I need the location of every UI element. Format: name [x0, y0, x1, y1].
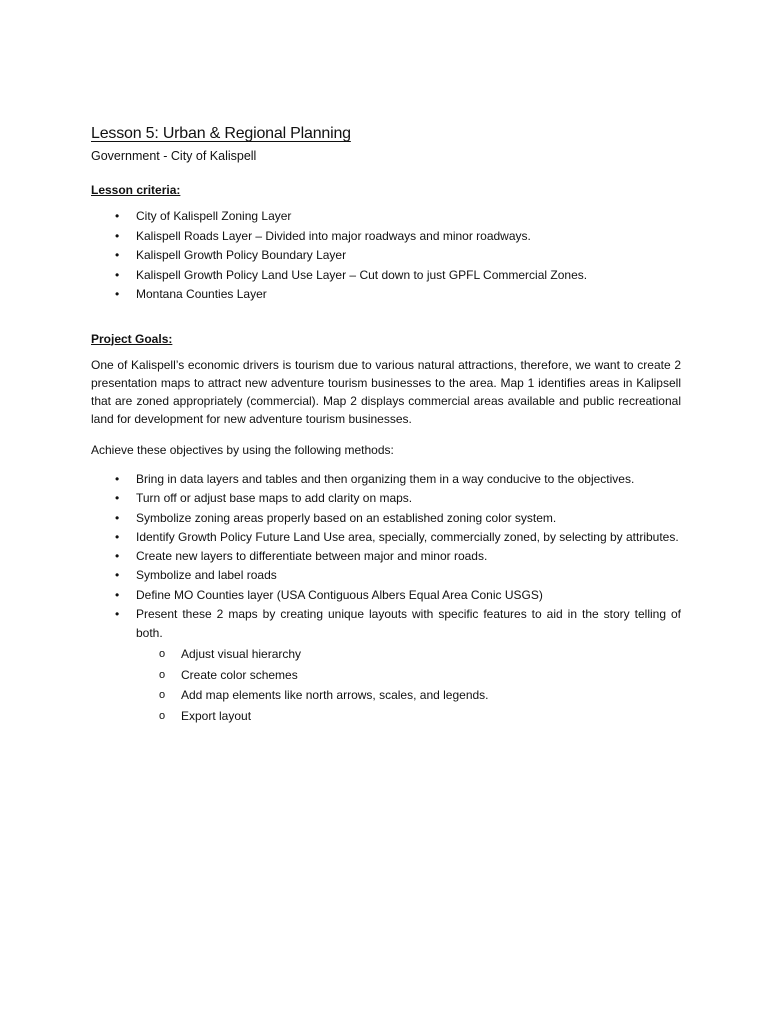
- criteria-heading: Lesson criteria:: [91, 183, 181, 197]
- bullet-icon: •: [115, 248, 120, 262]
- bullet-icon: •: [115, 209, 120, 223]
- method-item-text: Symbolize and label roads: [136, 568, 277, 583]
- list-item: [91, 605, 681, 642]
- methods-list: [91, 470, 681, 643]
- bullet-icon: •: [115, 548, 120, 563]
- list-item: [91, 706, 681, 727]
- document-content: [91, 124, 681, 726]
- list-item: [91, 528, 681, 547]
- bullet-icon: •: [115, 568, 120, 583]
- criteria-item-text: Kalispell Growth Policy Land Use Layer – Cut down to just GPFL Commercial Zones.: [136, 267, 588, 282]
- bullet-icon: •: [115, 287, 120, 301]
- list-item: [91, 470, 681, 490]
- list-item: [91, 665, 681, 686]
- sub-method-item-text: Adjust visual hierarchy: [181, 647, 302, 662]
- list-item: [91, 566, 681, 586]
- list-item: [91, 207, 681, 227]
- sub-method-item-text: Export layout: [181, 708, 252, 723]
- criteria-item-text: Kalispell Roads Layer – Divided into major roadways and minor roadways.: [136, 228, 531, 243]
- goals-heading: Project Goals:: [91, 331, 173, 346]
- list-item: [91, 266, 681, 286]
- list-item: [91, 489, 681, 509]
- lesson-title: Lesson 5: Urban & Regional Planning: [91, 125, 351, 142]
- bullet-icon: •: [115, 471, 120, 486]
- method-item-text: Define MO Counties layer (USA Contiguous Albers Equal Area Conic USGS): [136, 587, 543, 602]
- list-item: [91, 246, 681, 266]
- list-item: [91, 285, 681, 305]
- list-item: [91, 685, 681, 706]
- methods-intro: Achieve these objectives by using the following methods:: [91, 442, 394, 457]
- circle-bullet-icon: o: [159, 648, 166, 661]
- criteria-item-text: City of Kalispell Zoning Layer: [136, 209, 292, 223]
- sub-method-item-text: Add map elements like north arrows, scales, and legends.: [181, 688, 489, 703]
- list-item: [91, 644, 681, 665]
- method-item-text: Turn off or adjust base maps to add clarity on maps.: [136, 491, 413, 506]
- bullet-icon: •: [115, 530, 120, 545]
- method-item-text: Present these 2 maps by creating unique layouts with specific features to aid in the story telling of both.: [136, 607, 681, 640]
- bullet-icon: •: [115, 607, 120, 622]
- list-item: [91, 227, 681, 247]
- list-item: [91, 586, 681, 606]
- method-item-text: Symbolize zoning areas properly based on an established zoning color system.: [136, 510, 557, 525]
- circle-bullet-icon: o: [159, 689, 166, 702]
- bullet-icon: •: [115, 228, 120, 243]
- bullet-icon: •: [115, 491, 120, 506]
- list-item: [91, 509, 681, 529]
- lesson-subtitle: Government - City of Kalispell: [91, 149, 257, 163]
- goals-paragraph: One of Kalispell’s economic drivers is tourism due to various natural attractions, therefore, we want to create 2 presentation maps to attract new adventure tourism businesses to the area. Map 1 identifies areas in Kalipsell that are zoned appropriately (commercial). Map 2 displays commercial areas available and public recreational land for development for new adventure tourism businesses.: [91, 357, 681, 427]
- list-item: [91, 547, 681, 567]
- criteria-item-text: Montana Counties Layer: [136, 287, 267, 301]
- sub-methods-list: [91, 644, 681, 726]
- bullet-icon: •: [115, 510, 120, 525]
- sub-method-item-text: Create color schemes: [181, 667, 298, 682]
- bullet-icon: •: [115, 267, 120, 282]
- bullet-icon: •: [115, 587, 120, 602]
- method-item-text: Bring in data layers and tables and then organizing them in a way conducive to the objectives.: [136, 471, 635, 486]
- method-item-text: Identify Growth Policy Future Land Use area, specially, commercially zoned, by selecting by attributes.: [136, 530, 679, 545]
- method-item-text: Create new layers to differentiate between major and minor roads.: [136, 548, 488, 563]
- circle-bullet-icon: o: [159, 709, 166, 722]
- criteria-item-text: Kalispell Growth Policy Boundary Layer: [136, 248, 347, 262]
- criteria-list: [91, 207, 681, 305]
- circle-bullet-icon: o: [159, 668, 166, 681]
